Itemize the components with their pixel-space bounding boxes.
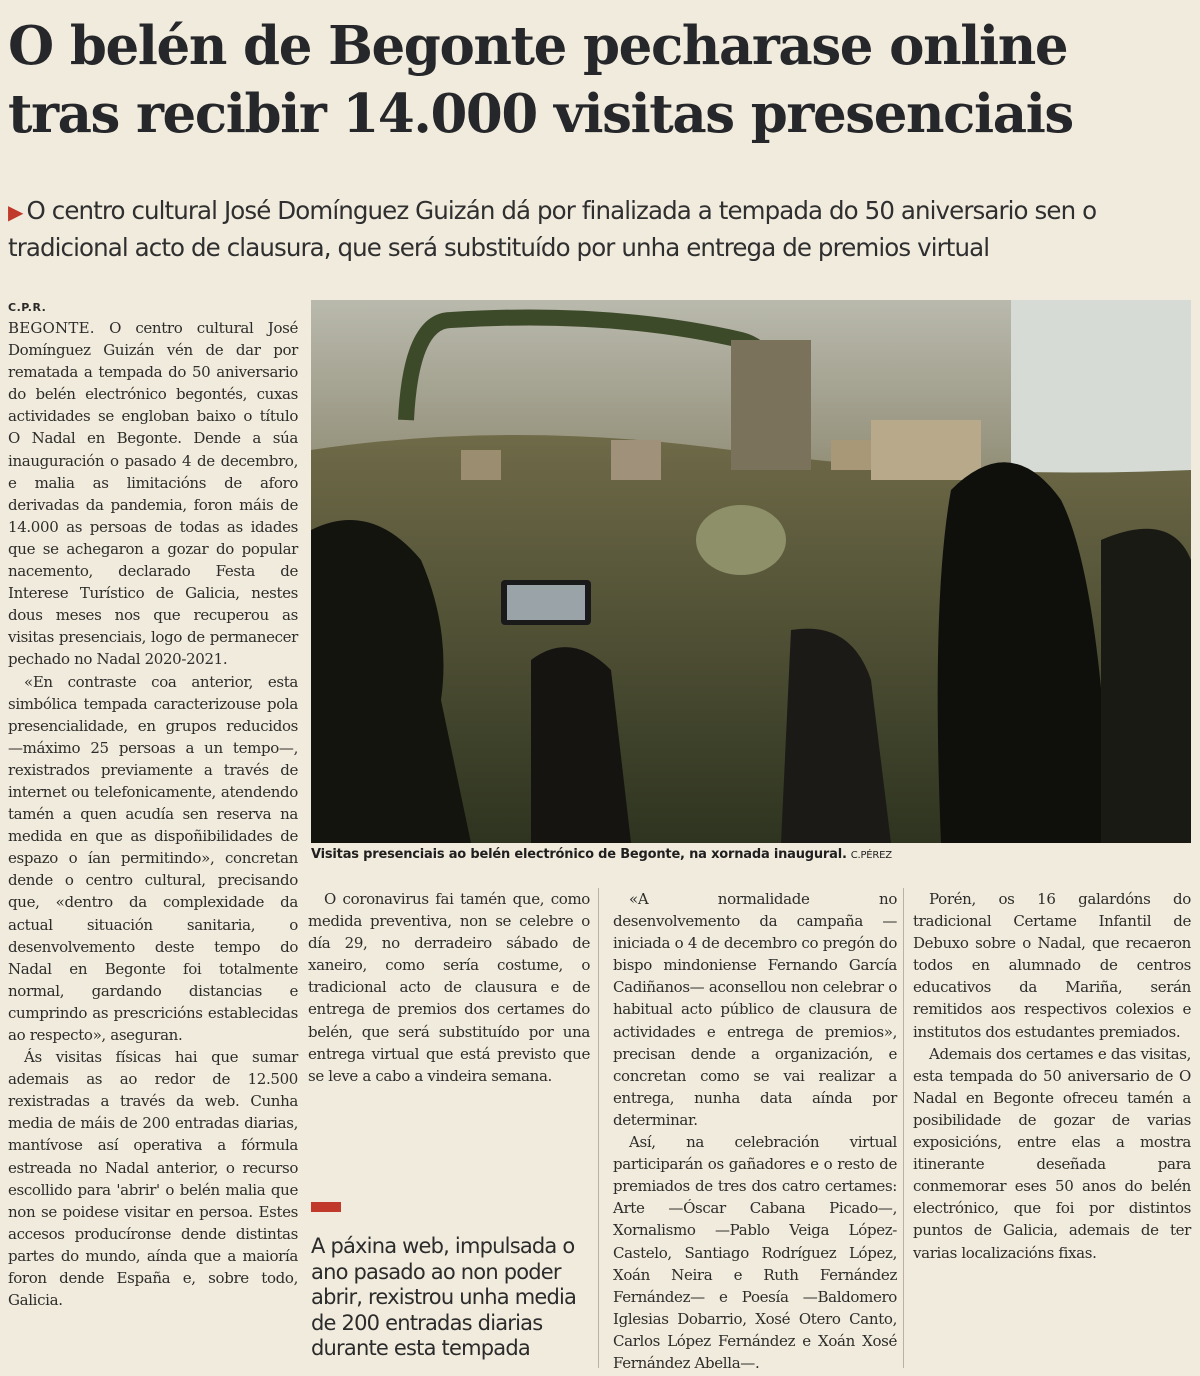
dateline: BEGONTE. [8,319,95,337]
paragraph-4: O coronavirus fai tamén que, como medida preventiva, non se celebre o día 29, no derradeiro sábado de xaneiro, como sería costume, o tradicional acto de clausura e de entrega de premios dos certames do belén, que será substituído por una entrega virtual que está previsto que se leve a cabo a vindeira semana. [308,890,590,1085]
standfirst [8,193,1188,266]
paragraph-6: Así, na celebración virtual participarán os gañadores e o resto de premiados de tres dos catro certames: Arte —Óscar Cabana Picado—, Xornalismo —Pablo Veiga López-Castelo, Santiago Rodríguez López, Xoán Neira e Ruth Fernández Fernández— e Poesía —Baldomero Iglesias Dobarrio, Xosé Otero Canto, Carlos López Fernández e Xoán Xosé Fernández Abella—. [613,1133,897,1372]
nativity-scene-photo [311,300,1191,843]
paragraph-8: Ademais dos certames e das visitas, esta tempada do 50 aniversario de O Nadal en Begonte ofreceu tamén a posibilidade de gozar de varias exposicións, entre elas a mostra itinerante deseñada para conmemorar eses 50 anos do belén electrónico, que foi por distintos puntos de Galicia, ademais de ter varias localizacións fixas. [913,1044,1191,1262]
paragraph-7: Porén, os 16 galardóns do tradicional Certame Infantil de Debuxo sobre o Nadal, que recaeron todos en alumnado de centros educativos da Mariña, serán remitidos aos respectivos colexios e institutos dos estudantes premiados. [913,890,1191,1041]
column-divider [598,888,599,1368]
byline: C.P.R. [8,301,47,314]
article-column-4 [913,888,1191,1264]
triangle-bullet-icon: ▶ [8,200,23,224]
article-column-2 [308,888,590,1087]
column-divider [903,888,904,1368]
pullquote-marker [311,1202,341,1212]
headline: O belén de Begonte pecharase online tras recibir 14.000 visitas presenciais [8,15,1073,145]
photo-credit: C.PÉREZ [850,850,892,861]
pullquote: A páxina web, impulsada o ano pasado ao non poder abrir, rexistrou unha media de 200 entradas diarias durante esta tempada [311,1234,577,1360]
photo-caption [311,846,1191,865]
paragraph-2: «En contraste coa anterior, esta simbólica tempada caracterizouse pola presencialidade, en grupos reducidos —máximo 25 persoas a un tempo—, rexistrados previamente a través de internet ou telefonicamente, atendendo tamén a quen acudía sen reserva na medida en que as dispoñibilidades de espazo o ían permitindo», concretan dende o centro cultural, precisando que, «dentro da complexidade da actual situación sanitaria, o desenvolvemento deste tempo do Nadal en Begonte foi totalmente normal, gardando distancias e cumprindo as prescricións establecidas ao respecto», aseguran. [8,672,298,1044]
paragraph-3: Ás visitas físicas hai que sumar ademais as ao redor de 12.500 rexistradas a través da web. Cunha media de máis de 200 entradas diarias, mantívose así operativa a fórmula estreada no Nadal anterior, o recurso escollido para 'abrir' o belén malia que non se poidese visitar en persoa. Estes accesos producíronse dende distintas partes do mundo, aínda que a maioría foron dende España e, sobre todo, Galicia. [8,1048,298,1310]
photo-illustration [311,300,1191,843]
paragraph-1: BEGONTE. O centro cultural José Domínguez Guizán vén de dar por rematada a tempada do 50 aniversario do belén electrónico begontés, cuxas actividades se engloban baixo o título O Nadal en Begonte. Dende a súa inauguración o pasado 4 de decembro, e malia as limitacións de aforo derivadas da pandemia, foron máis de 14.000 as persoas de todas as idades que se achegaron a gozar do popular nacemento, declarado Festa de Interese Turístico de Galicia, nestes dous meses nos que recuperou as visitas presenciais, logo de permanecer pechado no Nadal 2020-2021. [8,319,298,669]
article-column-1 [8,317,298,1311]
caption-text: Visitas presenciais ao belén electrónico de Begonte, na xornada inaugural. [311,847,847,862]
paragraph-5: «A normalidade no desenvolvemento da campaña —iniciada o 4 de decembro co pregón do bispo mindoniense Fernando García Cadiñanos— aconsellou non celebrar o habitual acto público de clausura de actividades e entrega de premios», precisan dende a organización, e concretan como se vai realizar a entrega, nunha data aínda por determinar. [613,890,897,1129]
standfirst-text: O centro cultural José Domínguez Guizán dá por finalizada a tempada do 50 aniversario sen o tradicional acto de clausura, que será substituído por unha entrega de premios virtual [8,196,1097,262]
article-column-3 [613,888,897,1374]
